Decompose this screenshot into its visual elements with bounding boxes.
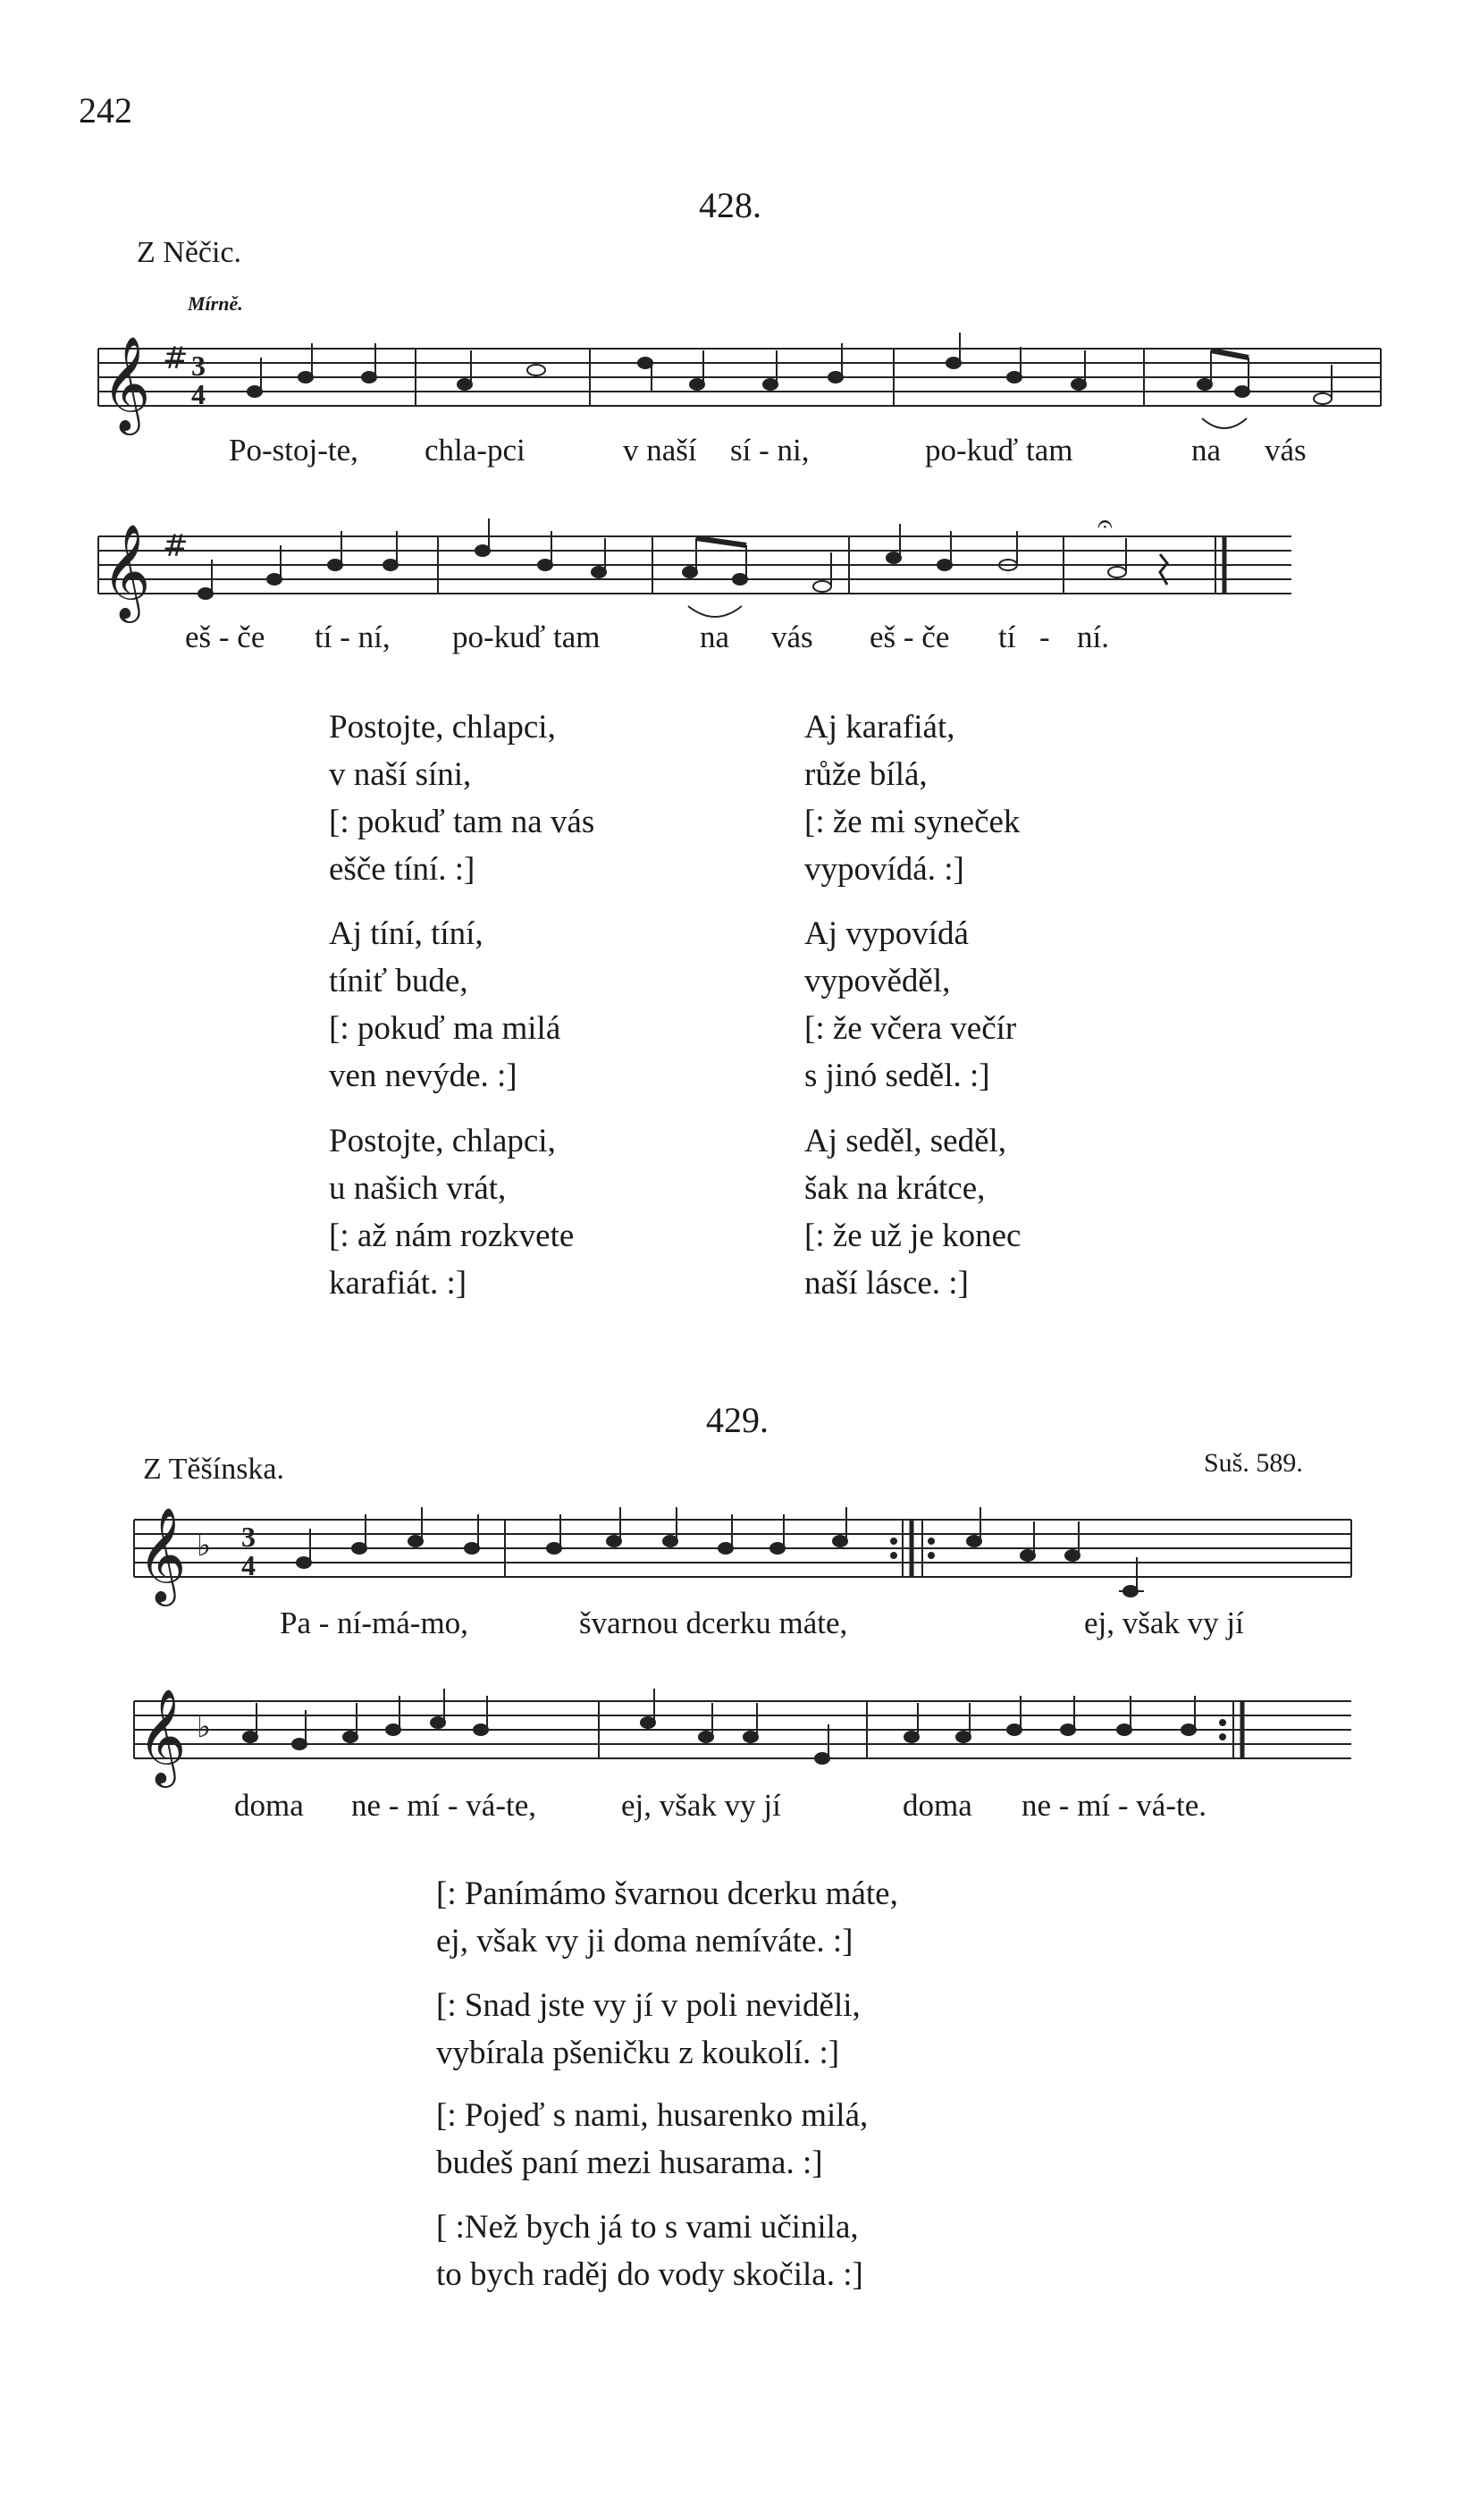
verse-line: ešče tíní. :] — [329, 851, 475, 888]
verse-line: ej, však vy ji doma nemíváte. :] — [436, 1923, 853, 1960]
verse-line: Aj tíní, tíní, — [329, 915, 483, 952]
verse-line: [: pokuď tam na vás — [329, 804, 595, 840]
verse-line: Postojte, chlapci, — [329, 709, 556, 746]
treble-clef-icon: 𝄞 — [138, 1688, 187, 1783]
fermata-icon: 𝄐 — [1097, 509, 1113, 540]
sharp-icon: # — [163, 528, 189, 564]
verse-stanza — [436, 2204, 863, 2298]
time-signature-top: 3 — [241, 1521, 256, 1553]
flat-icon: ♭ — [197, 1709, 212, 1745]
verse-stanza — [804, 910, 1016, 1100]
verse-line: Aj seděl, seděl, — [804, 1123, 1007, 1159]
time-signature-bottom: 4 — [191, 378, 206, 410]
verse-line: [: Snad jste vy jí v poli neviděli, — [436, 1987, 861, 2024]
verse-line: vypověděl, — [804, 963, 951, 999]
verse-line: to bych raděj do vody skočila. :] — [436, 2256, 863, 2293]
treble-clef-icon: 𝄞 — [102, 335, 151, 431]
lyric-syllable: sí - ni, — [730, 433, 810, 468]
verse-stanza — [329, 704, 594, 893]
lyric-syllable: eš - če — [870, 619, 950, 654]
verse-line: [: pokuď ma milá — [329, 1010, 561, 1047]
lyric-syllable: po-kuď tam — [452, 619, 601, 654]
song-number: 429. — [706, 1400, 769, 1440]
lyric-syllable: Po-stoj-te, — [229, 433, 358, 468]
source-reference: Suš. 589. — [1204, 1448, 1303, 1478]
verse-stanza — [436, 1870, 898, 1965]
lyric-syllable: - — [1039, 619, 1050, 654]
verse-line: Postojte, chlapci, — [329, 1123, 556, 1159]
verse-line: budeš paní mezi husarama. :] — [436, 2145, 823, 2181]
verse-line: [: že mi syneček — [804, 804, 1021, 840]
lyric-syllable: ej, však vy jí — [1084, 1606, 1244, 1640]
flat-icon: ♭ — [197, 1528, 212, 1563]
notes — [243, 1689, 1242, 1764]
lyric-syllable: tí - ní, — [315, 619, 391, 654]
verse-line: [: až nám rozkvete — [329, 1218, 575, 1254]
verse-line: [: Panímámo švarnou dcerku máte, — [436, 1875, 898, 1912]
treble-clef-icon: 𝄞 — [102, 523, 151, 619]
notes — [248, 333, 1381, 428]
tempo-marking: Mírně. — [188, 292, 243, 315]
time-signature-bottom: 4 — [241, 1549, 256, 1581]
staff-lines — [134, 1701, 1351, 1758]
lyric-syllable: doma — [234, 1788, 304, 1823]
verse-line: [: Pojeď s nami, husarenko milá, — [436, 2097, 869, 2134]
verse-line: [: že už je konec — [804, 1218, 1022, 1254]
verse-line: u našich vrát, — [329, 1170, 507, 1207]
lyric-syllable: ne - mí - vá-te, — [351, 1788, 536, 1823]
verse-line: karafiát. :] — [329, 1265, 467, 1302]
verse-line: ven nevýde. :] — [329, 1058, 517, 1094]
verse-line: růže bílá, — [804, 756, 928, 793]
staff-lines — [98, 349, 1381, 406]
lyric-syllable: v naší — [623, 433, 697, 468]
verse-stanza — [436, 2092, 868, 2187]
lyric-syllable: Pa - ní-má-mo, — [280, 1606, 468, 1640]
lyric-syllable: tí — [998, 619, 1016, 654]
music-staff — [89, 509, 1394, 644]
verse-stanza — [804, 704, 1020, 893]
verse-stanza — [329, 910, 560, 1100]
verse-line: [: že včera večír — [804, 1010, 1017, 1047]
verse-stanza — [329, 1117, 574, 1307]
verse-line: v naší síni, — [329, 756, 472, 793]
lyric-syllable: vás — [1265, 433, 1307, 468]
verse-line: šak na krátce, — [804, 1170, 986, 1207]
page-number: 242 — [79, 90, 132, 131]
staff-lines — [134, 1520, 1351, 1577]
lyric-syllable: na — [700, 619, 730, 654]
treble-clef-icon: 𝄞 — [138, 1506, 187, 1602]
lyric-syllable: ne - mí - vá-te. — [1022, 1788, 1207, 1823]
song-origin: Z Těšínska. — [143, 1453, 285, 1486]
notes — [198, 509, 1224, 617]
lyric-syllable: ní. — [1077, 619, 1109, 654]
song-origin: Z Něčic. — [137, 236, 242, 269]
lyric-syllable: eš - če — [185, 619, 265, 654]
verse-line: vybírala pšeničku z koukolí. :] — [436, 2035, 840, 2071]
lyric-syllable: ej, však vy jí — [621, 1788, 781, 1823]
song-number: 428. — [699, 185, 761, 225]
lyric-syllable: doma — [903, 1788, 972, 1823]
lyric-syllable: na — [1191, 433, 1222, 468]
lyric-syllable: po-kuď tam — [925, 433, 1073, 468]
lyric-syllable: vás — [771, 619, 813, 654]
lyric-syllable: chla-pci — [425, 433, 526, 468]
lyric-syllable: švarnou dcerku máte, — [579, 1606, 848, 1640]
verse-stanza — [436, 1982, 861, 2077]
sharp-icon: # — [163, 341, 189, 376]
verse-line: tíniť bude, — [329, 963, 468, 999]
time-signature-top: 3 — [191, 350, 206, 382]
verse-line: Aj vypovídá — [804, 915, 969, 952]
verse-line: [ :Než bych já to s vami učinila, — [436, 2209, 859, 2246]
verse-line: s jinó seděl. :] — [804, 1058, 990, 1094]
verse-line: naší lásce. :] — [804, 1265, 969, 1302]
verse-line: Aj karafiát, — [804, 709, 955, 746]
verse-stanza — [804, 1117, 1021, 1307]
verse-line: vypovídá. :] — [804, 851, 964, 888]
